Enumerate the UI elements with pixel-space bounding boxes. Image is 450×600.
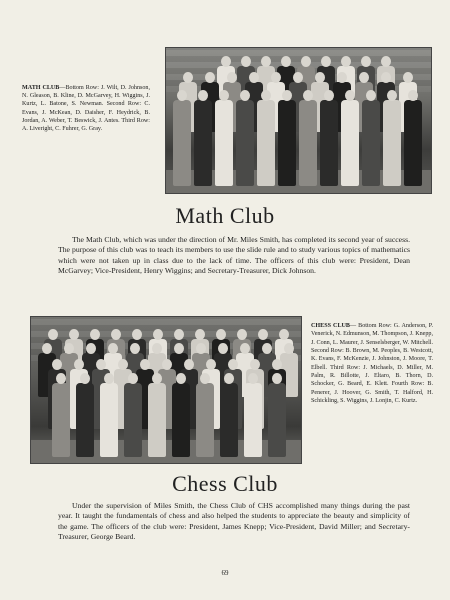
math-club-photo <box>165 47 432 194</box>
person-head <box>261 56 271 67</box>
person-head <box>152 373 162 384</box>
photo-person <box>99 373 119 457</box>
person-head <box>248 373 258 384</box>
person-head <box>90 329 100 340</box>
person-head <box>221 56 231 67</box>
person-head <box>216 329 226 340</box>
person-head <box>303 90 313 101</box>
person-head <box>284 343 294 354</box>
person-head <box>118 359 128 370</box>
person-head <box>74 359 84 370</box>
person-head <box>408 90 418 101</box>
person-head <box>249 72 259 83</box>
person-head <box>228 359 238 370</box>
chess-club-photo <box>30 316 302 464</box>
person-head <box>341 56 351 67</box>
photo-person <box>172 90 192 186</box>
person-head <box>108 343 118 354</box>
person-head <box>162 359 172 370</box>
person-head <box>200 373 210 384</box>
photo-person <box>193 90 213 186</box>
person-head <box>241 56 251 67</box>
photo-person <box>123 373 143 457</box>
person-head <box>104 373 114 384</box>
person-head <box>206 359 216 370</box>
person-head <box>111 329 121 340</box>
person-head <box>227 72 237 83</box>
person-body <box>236 100 254 186</box>
photo-person <box>195 373 215 457</box>
person-body <box>194 100 212 186</box>
photo-person <box>214 90 234 186</box>
photo-person <box>235 90 255 186</box>
math-club-heading: Math Club <box>175 203 275 228</box>
person-head <box>387 90 397 101</box>
person-head <box>177 90 187 101</box>
person-head <box>176 373 186 384</box>
person-head <box>272 359 282 370</box>
person-head <box>361 56 371 67</box>
chess-club-caption-names: — Bottom Row: G. Anderson, P. Venerick, N. Edmunson, M. Thompson, J. Knepp, J. Conn, L. Maurer, J. Senselsberger, W. Mitchell. Second Row: B. Brown, M. Peoples, B. Westcott, K. Evans, F. McKenzie, J. Johnston, J. Moore, T. Elbell. Third Row: J. Michaels, D. Miller, M. Palm, R. Billotte, J. Eltaro, B. Thorn, D. Schocker, G. Beard, E. Klett. Fourth Row: B. Penerer, J. Hoover, G. Smith, T. Halford, H. Schickling, S. Wiggins, J. Lonjin, C. Kurtz. <box>311 323 434 405</box>
person-head <box>153 329 163 340</box>
math-club-caption-title: MATH CLUB <box>22 85 60 91</box>
photo-person <box>219 373 239 457</box>
photo-person <box>171 373 191 457</box>
person-body <box>148 383 166 457</box>
person-head <box>381 56 391 67</box>
person-head <box>261 90 271 101</box>
person-head <box>152 343 162 354</box>
photo-person <box>319 90 339 186</box>
person-head <box>56 373 66 384</box>
person-head <box>321 56 331 67</box>
person-head <box>196 343 206 354</box>
chess-club-caption <box>311 322 433 405</box>
page-number: 69 <box>221 569 229 577</box>
person-head <box>281 56 291 67</box>
photo-person <box>361 90 381 186</box>
person-head <box>381 72 391 83</box>
photo-person <box>382 90 402 186</box>
person-head <box>132 329 142 340</box>
person-head <box>345 90 355 101</box>
person-body <box>299 100 317 186</box>
person-head <box>279 329 289 340</box>
person-head <box>42 343 52 354</box>
person-body <box>100 383 118 457</box>
person-body <box>76 383 94 457</box>
person-head <box>250 359 260 370</box>
person-body <box>362 100 380 186</box>
person-body <box>124 383 142 457</box>
person-head <box>86 343 96 354</box>
person-body <box>341 100 359 186</box>
math-club-caption <box>22 84 150 133</box>
person-head <box>237 329 247 340</box>
person-body <box>404 100 422 186</box>
person-head <box>324 90 334 101</box>
person-head <box>195 329 205 340</box>
person-head <box>64 343 74 354</box>
photo-person <box>403 90 423 186</box>
math-club-caption-names: —Bottom Row: J. Wilt, D. Johnson, N. Gleason, B. Kline, D. McGarvey, H. Wiggins, J. Kurtz, L. Batone, S. Newman. Second Row: C. Evans, J. McKean, D. Daisher, F. Heydrick, B. Jordan, A. Weber, T. Beswick, J. Antes. Third Row: A. Liveright, C. Fuhrer, G. Gray. <box>22 85 150 133</box>
photo-person <box>243 373 263 457</box>
person-head <box>48 329 58 340</box>
photo-person <box>298 90 318 186</box>
person-head <box>240 343 250 354</box>
person-head <box>366 90 376 101</box>
person-body <box>383 100 401 186</box>
photo-person <box>267 373 287 457</box>
person-head <box>359 72 369 83</box>
person-head <box>183 72 193 83</box>
chess-club-caption-title: CHESS CLUB <box>311 323 350 329</box>
person-body <box>172 383 190 457</box>
photo-person <box>75 373 95 457</box>
math-club-paragraph: The Math Club, which was under the direction of Mr. Miles Smith, has completed its second year of success. The purpose of this club was to teach its members to use the slide rule and to study various topics of mathematics which were not taken up in class due to the lack of time. The officers of this club were: President, Dean McGarvey; Vice-President, Henry Wiggins; and Secretary-Treasurer, Dick Johnson. <box>58 235 410 275</box>
person-head <box>293 72 303 83</box>
person-head <box>271 72 281 83</box>
person-head <box>219 90 229 101</box>
person-head <box>262 343 272 354</box>
person-body <box>173 100 191 186</box>
person-head <box>69 329 79 340</box>
person-head <box>128 373 138 384</box>
person-head <box>174 343 184 354</box>
person-head <box>258 329 268 340</box>
photo-person <box>277 90 297 186</box>
person-head <box>337 72 347 83</box>
person-body <box>52 383 70 457</box>
person-head <box>140 359 150 370</box>
person-head <box>198 90 208 101</box>
person-head <box>52 359 62 370</box>
person-head <box>224 373 234 384</box>
chess-club-paragraph: Under the supervision of Miles Smith, the Chess Club of CHS accomplished many things during the past year. It taught the fundamentals of chess and also helped the students to appreciate the beauty and simplicity of the game. The officers of the club were: President, James Knepp; Vice-President, David Miller; and Secretary-Treasurer, George Beard. <box>58 501 410 541</box>
photo-person <box>147 373 167 457</box>
person-head <box>272 373 282 384</box>
photo-person <box>340 90 360 186</box>
person-body <box>215 100 233 186</box>
person-head <box>218 343 228 354</box>
person-head <box>174 329 184 340</box>
photo-person <box>256 90 276 186</box>
person-head <box>240 90 250 101</box>
person-body <box>268 383 286 457</box>
person-head <box>301 56 311 67</box>
person-body <box>196 383 214 457</box>
person-head <box>130 343 140 354</box>
person-head <box>96 359 106 370</box>
chess-club-heading: Chess Club <box>172 471 278 496</box>
person-head <box>205 72 215 83</box>
person-body <box>220 383 238 457</box>
person-head <box>315 72 325 83</box>
person-head <box>403 72 413 83</box>
person-body <box>320 100 338 186</box>
person-body <box>278 100 296 186</box>
person-body <box>244 383 262 457</box>
person-head <box>184 359 194 370</box>
photo-person <box>51 373 71 457</box>
person-head <box>80 373 90 384</box>
person-head <box>282 90 292 101</box>
person-body <box>257 100 275 186</box>
